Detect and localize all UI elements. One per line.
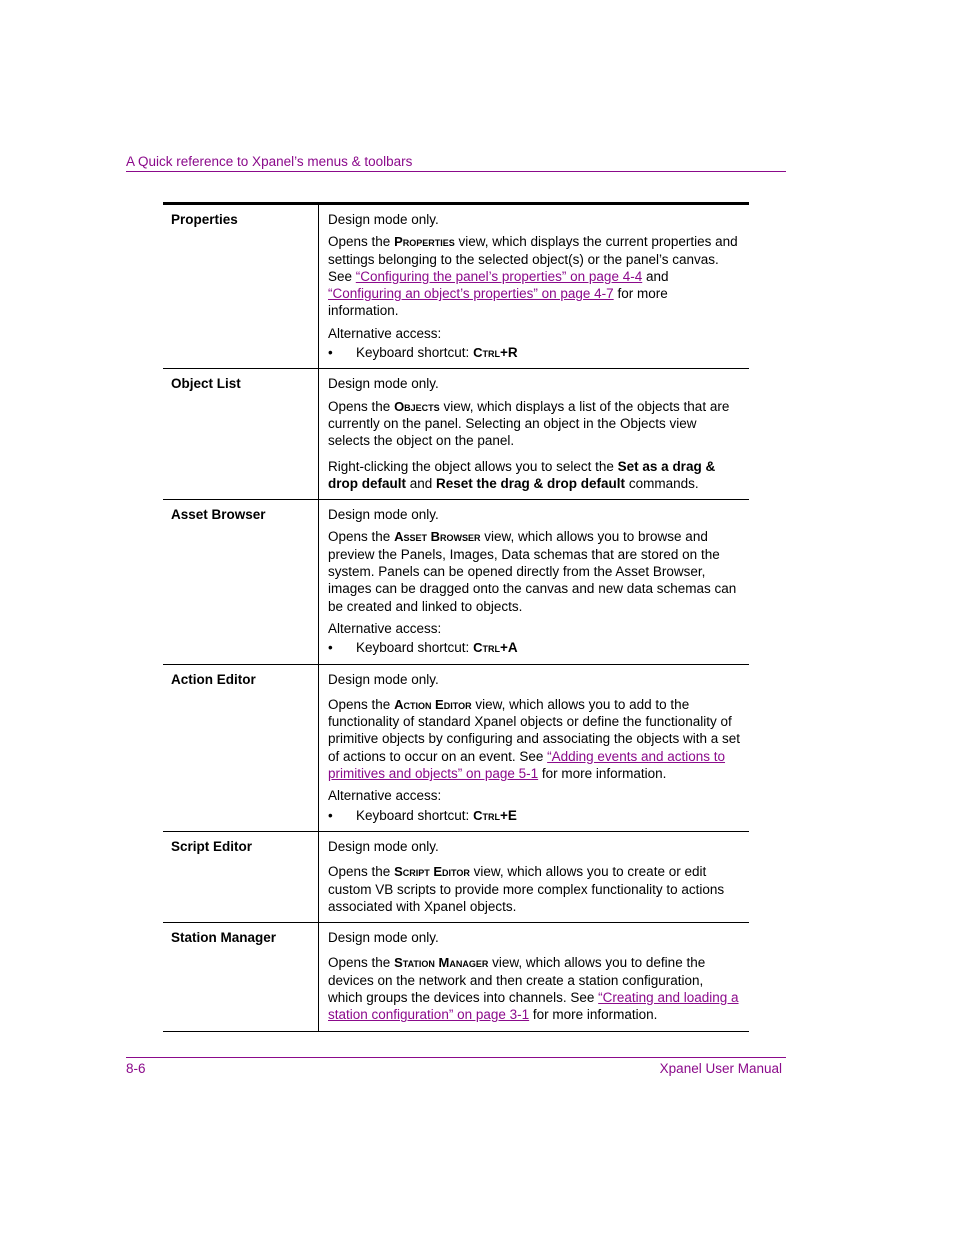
ctrl-key: Ctrl (473, 807, 500, 823)
description-cell (319, 923, 749, 1030)
mode-note: Design mode only. (328, 376, 439, 392)
description-paragraph: Opens the Objects view, which displays a list of the objects that are currently on the panel. Selecting an object in the Objects view selects the object on the panel. (328, 398, 730, 449)
view-name: Asset Browser (394, 529, 481, 545)
table-row (163, 665, 749, 832)
page-number: 8-6 (126, 1061, 146, 1076)
shortcut-key: +A (499, 640, 518, 656)
ctrl-key: Ctrl (473, 345, 500, 361)
view-name: Properties (394, 234, 455, 250)
view-name: Script Editor (394, 864, 470, 880)
bullet-icon: • (328, 807, 333, 823)
term-cell: Script Editor (163, 832, 319, 922)
mode-note: Design mode only. (328, 671, 439, 687)
cross-reference-link[interactable]: “Creating and loading a station configuration” on page 3-1 (328, 989, 739, 1023)
term-cell: Station Manager (163, 923, 319, 1030)
table-row (163, 923, 749, 1031)
shortcut-text: Keyboard shortcut: Ctrl+E (356, 807, 517, 823)
term-cell: Action Editor (163, 665, 319, 831)
shortcut-key: +E (499, 807, 517, 823)
running-header-title: A Quick reference to Xpanel’s menus & toolbars (126, 154, 413, 169)
cross-reference-link[interactable]: “Configuring an object’s properties” on page 4-7 (328, 286, 614, 302)
mode-note: Design mode only. (328, 930, 439, 946)
running-header (126, 154, 786, 172)
bullet-icon: • (328, 345, 333, 361)
description-cell (319, 665, 749, 831)
mode-note: Design mode only. (328, 507, 439, 523)
ctrl-key: Ctrl (473, 640, 500, 656)
description-paragraph: Opens the Asset Browser view, which allows you to browse and preview the Panels, Images, Data schemas that are stored on the system. Panels can be opened directly from the Asset Browser, images can be dragged onto the canvas and new data schemas can be created and linked to objects. (328, 529, 737, 614)
table-row (163, 832, 749, 923)
mode-note: Design mode only. (328, 838, 439, 854)
command-name: Set as a drag & drop default (328, 458, 716, 491)
description-cell (319, 832, 749, 922)
mode-note: Design mode only. (328, 212, 439, 227)
bullet-icon: • (328, 640, 333, 656)
term-cell: Object List (163, 369, 319, 499)
cross-reference-link[interactable]: “Adding events and actions to primitives and objects” on page 5-1 (328, 748, 726, 782)
term-cell: Properties (163, 205, 319, 368)
table-row (163, 500, 749, 664)
manual-title: Xpanel User Manual (659, 1061, 782, 1076)
alternative-access-label: Alternative access: (328, 788, 442, 804)
list-item (328, 807, 741, 824)
list-item (328, 344, 741, 361)
cross-reference-link[interactable]: “Configuring the panel’s properties” on page 4-4 (355, 268, 643, 284)
description-paragraph: Right-clicking the object allows you to select the Set as a drag & drop default and Reset the drag & drop default commands. (328, 458, 716, 491)
description-paragraph: Opens the Properties view, which displays the current properties and settings belonging to the selected object(s) or the panel’s canvas. See “Configuring the panel’s properties” on page 4-4 and “Configuring an object’s properties” on page 4-7 for more information. (328, 234, 738, 319)
command-name: Reset the drag & drop default (436, 475, 626, 491)
table-row (163, 369, 749, 500)
alternative-access-label: Alternative access: (328, 620, 442, 636)
table-row (163, 205, 749, 369)
view-name: Objects (394, 398, 440, 414)
description-paragraph: Opens the Script Editor view, which allows you to create or edit custom VB scripts to provide more complex functionality to actions associated with Xpanel objects. (328, 864, 725, 914)
description-cell (319, 500, 749, 663)
description-cell (319, 205, 749, 368)
description-cell (319, 369, 749, 499)
alternative-access-label: Alternative access: (328, 325, 442, 341)
view-name: Station Manager (394, 955, 489, 971)
shortcut-key: +R (499, 345, 518, 361)
description-paragraph: Opens the Station Manager view, which allows you to define the devices on the network and then create a station configuration, which groups the devices into channels. See “Creating and loading a station configuration” on page 3-1 for more information. (328, 955, 739, 1023)
shortcut-text: Keyboard shortcut: Ctrl+A (356, 640, 518, 656)
term-cell: Asset Browser (163, 500, 319, 663)
menu-reference-table (163, 202, 749, 1032)
page-footer (126, 1057, 786, 1076)
shortcut-text: Keyboard shortcut: Ctrl+R (356, 345, 518, 361)
view-name: Action Editor (394, 696, 472, 712)
list-item (328, 639, 741, 656)
description-paragraph: Opens the Action Editor view, which allows you to add to the functionality of standard Xpanel objects or define the functionality of primitive objects by configuring and associating the objects with a set of actions to occur on an event. See “Adding events and actions to primitives and objects” on page 5-1 for more information. (328, 696, 740, 782)
